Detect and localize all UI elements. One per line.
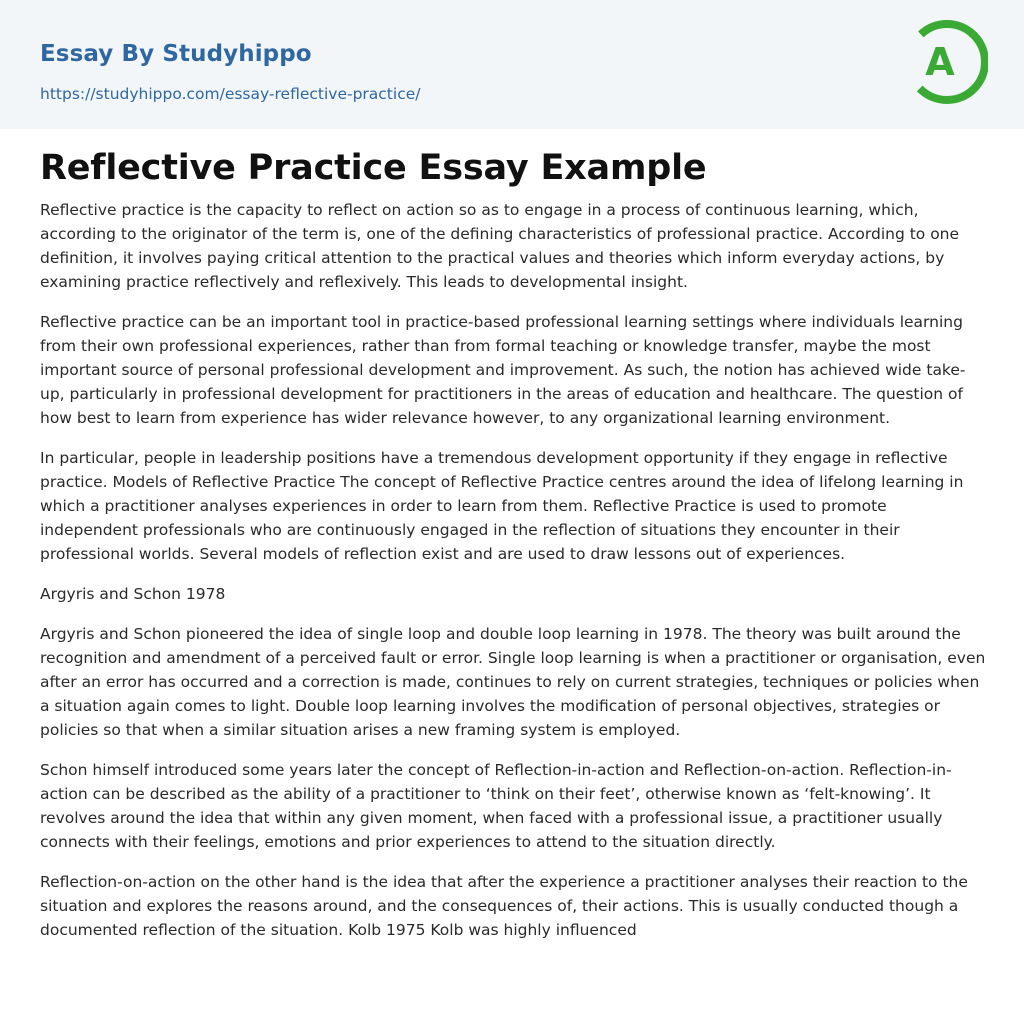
page-title: Reflective Practice Essay Example <box>40 148 707 188</box>
site-brand-title[interactable]: Essay By Studyhippo <box>40 41 312 67</box>
section-heading-argyris-schon: Argyris and Schon 1978 <box>40 585 226 603</box>
paragraph-2: Reflective practice can be an important tool in practice-based professional learning settings where individuals learning from their own professional experiences, rather than from formal teaching or knowledge transfer, maybe the most important source of personal professional development and improvement. As such, the notion has achieved wide take-up, particularly in professional development for practitioners in the areas of education and healthcare. The question of how best to learn from experience has wider relevance however, to any organizational learning environment. <box>40 313 966 427</box>
paragraph-7: Reflection-on-action on the other hand is the idea that after the experience a practitioner analyses their reaction to the situation and explores the reasons around, and the consequences of, their actions. This is usually conducted though a documented reflection of the situation. Kolb 1975 Kolb was highly influenced <box>40 873 968 939</box>
paragraph-6: Schon himself introduced some years later the concept of Reflection-in-action and Reflection-on-action. Reflection-in-action can be described as the ability of a practitioner to ‘think on their feet’, otherwise known as ‘felt-knowing’. It revolves around the idea that within any given moment, when faced with a professional issue, a practitioner usually connects with their feelings, emotions and prior experiences to attend to the situation directly. <box>40 761 952 851</box>
paragraph-5: Argyris and Schon pioneered the idea of single loop and double loop learning in 1978. The theory was built around the recognition and amendment of a perceived fault or error. Single loop learning is when a practitioner or organisation, even after an error has occurred and a correction is made, continues to rely on current strategies, techniques or policies when a situation again comes to light. Double loop learning involves the modification of personal objectives, strategies or policies so that when a similar situation arises a new framing system is employed. <box>40 625 986 739</box>
studyhippo-logo-icon[interactable] <box>902 18 988 106</box>
paragraph-3: In particular, people in leadership positions have a tremendous development opportunity if they engage in reflective practice. Models of Reflective Practice The concept of Reflective Practice centres around the idea of lifelong learning in which a practitioner analyses experiences in order to learn from them. Reflective Practice is used to promote independent professionals who are continuously engaged in the reflection of situations they encounter in their professional worlds. Several models of reflection exist and are used to draw lessons out of experiences. <box>40 449 964 563</box>
logo-letter: A <box>925 40 955 84</box>
site-header <box>0 0 1024 129</box>
paragraph-1: Reflective practice is the capacity to reflect on action so as to engage in a process of continuous learning, which, according to the originator of the term is, one of the defining characteristics of professional practice. According to one definition, it involves paying critical attention to the practical values and theories which inform everyday actions, by examining practice reflectively and reflexively. This leads to developmental insight. <box>40 201 960 291</box>
essay-url-link[interactable]: https://studyhippo.com/essay-reflective-practice/ <box>40 85 421 103</box>
article-body <box>40 146 988 958</box>
